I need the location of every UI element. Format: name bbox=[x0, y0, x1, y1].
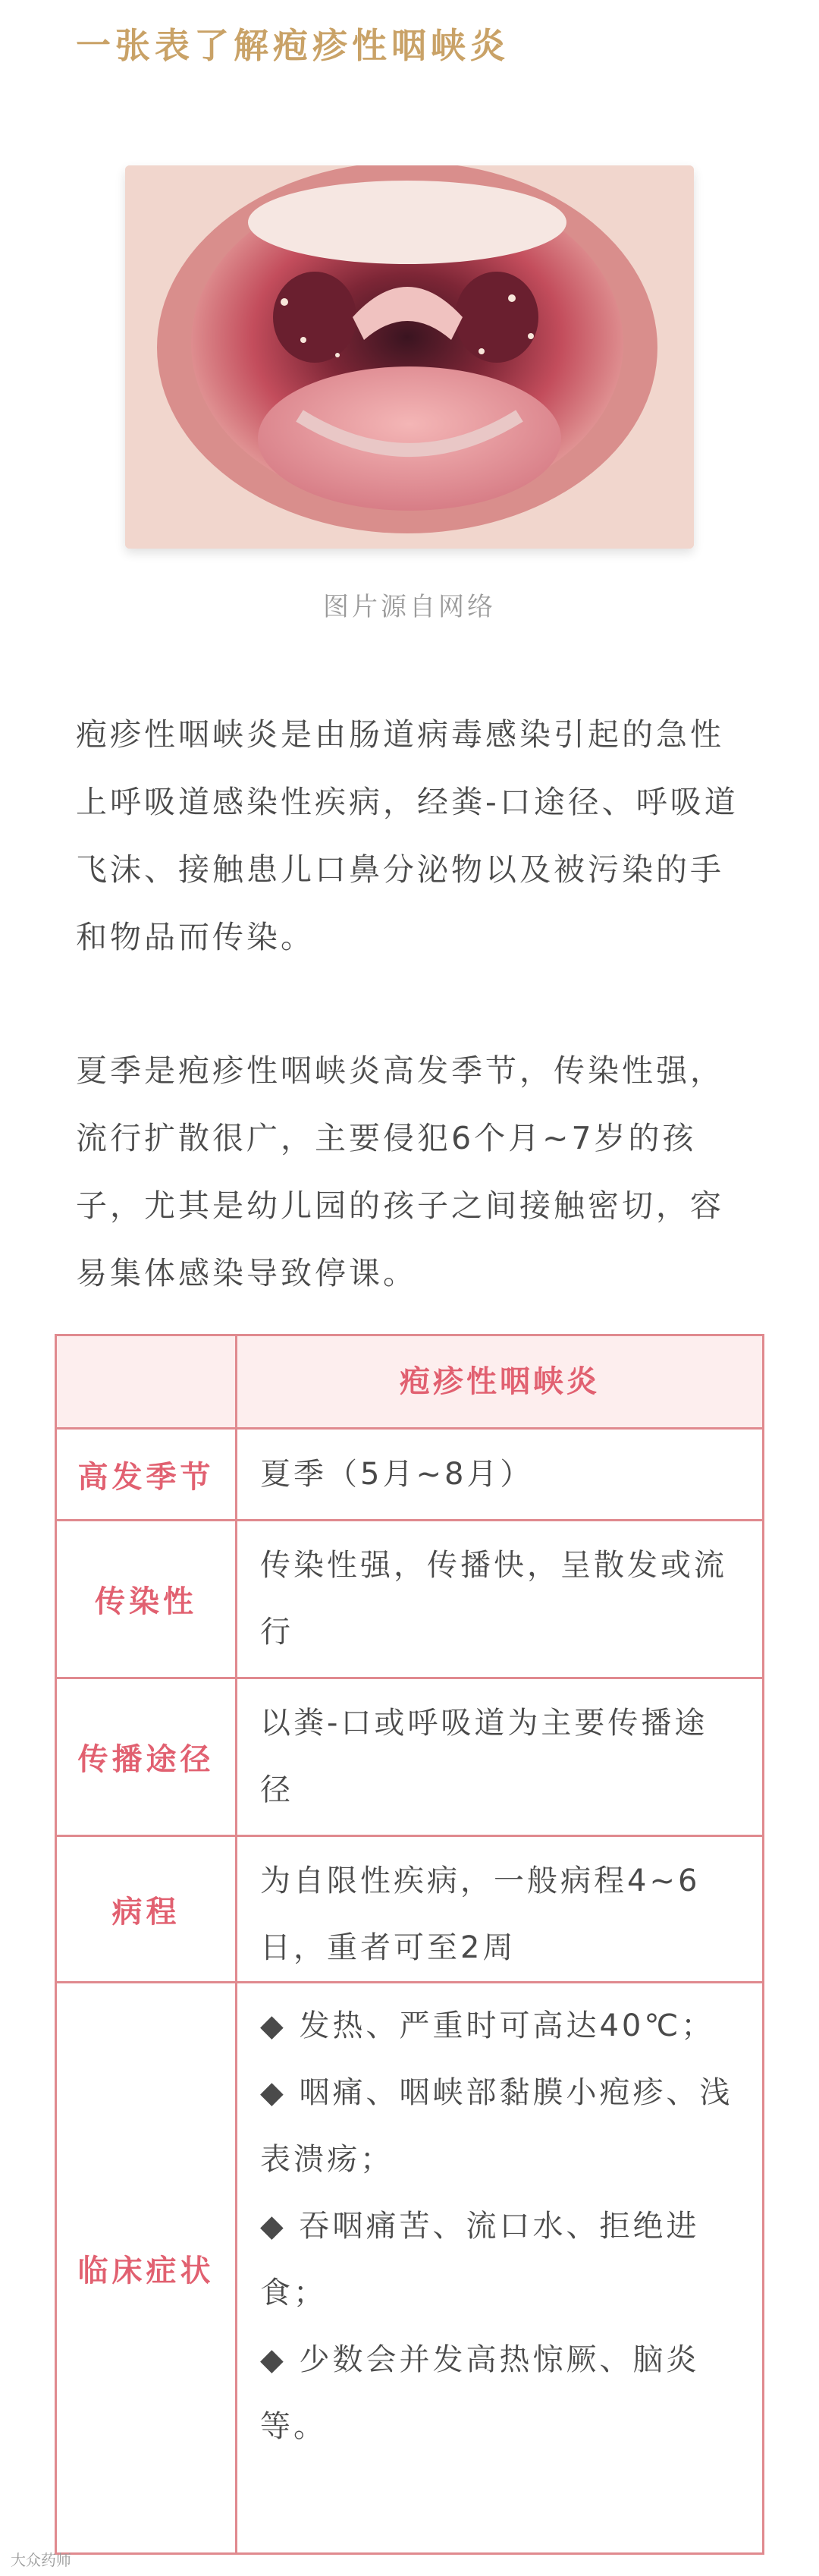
table-header-title: 疱疹性咽峡炎 bbox=[237, 1336, 762, 1427]
throat-photo bbox=[125, 165, 694, 549]
row-label: 传染性 bbox=[57, 1521, 237, 1677]
row-label: 临床症状 bbox=[57, 1983, 237, 2552]
table-row bbox=[57, 1677, 762, 1835]
row-value: 传染性强，传播快，呈散发或流行 bbox=[260, 1548, 727, 1650]
info-table bbox=[55, 1334, 764, 2555]
throat-illustration bbox=[125, 165, 694, 549]
row-value: 为自限性疾病，一般病程4~6日，重者可至2周 bbox=[260, 1864, 701, 1965]
row-value: 以粪-口或呼吸道为主要传播途径 bbox=[260, 1706, 708, 1807]
row-label: 传播途径 bbox=[57, 1679, 237, 1835]
table-row bbox=[57, 1427, 762, 1519]
row-value: 夏季（5月~8月） bbox=[260, 1457, 534, 1492]
article-title: 一张表了解疱疹性咽峡炎 bbox=[76, 25, 510, 66]
table-row bbox=[57, 1981, 762, 2552]
table-row bbox=[57, 1519, 762, 1677]
table-row bbox=[57, 1835, 762, 1981]
symptom-item: ◆ 发热、严重时可高达40℃； bbox=[260, 2008, 715, 2043]
season-paragraph: 夏季是疱疹性咽峡炎高发季节，传染性强，流行扩散很广，主要侵犯6个月~7岁的孩子，尤其是幼儿园的孩子之间接触密切，容易集体感染导致停课。 bbox=[76, 1052, 724, 1291]
row-label: 高发季节 bbox=[57, 1430, 237, 1519]
table-header-empty-cell bbox=[57, 1336, 237, 1427]
symptom-item: ◆ 少数会并发高热惊厥、脑炎等。 bbox=[260, 2342, 700, 2444]
source-watermark: 大众药师 bbox=[11, 2551, 71, 2569]
symptom-item: ◆ 咽痛、咽峡部黏膜小疱疹、浅表溃疡； bbox=[260, 2075, 733, 2177]
image-caption: 图片源自网络 bbox=[323, 592, 496, 622]
symptom-item: ◆ 吞咽痛苦、流口水、拒绝进食； bbox=[260, 2209, 700, 2310]
symptom-list bbox=[237, 1983, 762, 2552]
intro-paragraph: 疱疹性咽峡炎是由肠道病毒感染引起的急性上呼吸道感染性疾病，经粪-口途径、呼吸道飞沫、接触患儿口鼻分泌物以及被污染的手和物品而传染。 bbox=[76, 716, 739, 955]
row-label: 病程 bbox=[57, 1837, 237, 1981]
table-header-row bbox=[57, 1336, 762, 1427]
